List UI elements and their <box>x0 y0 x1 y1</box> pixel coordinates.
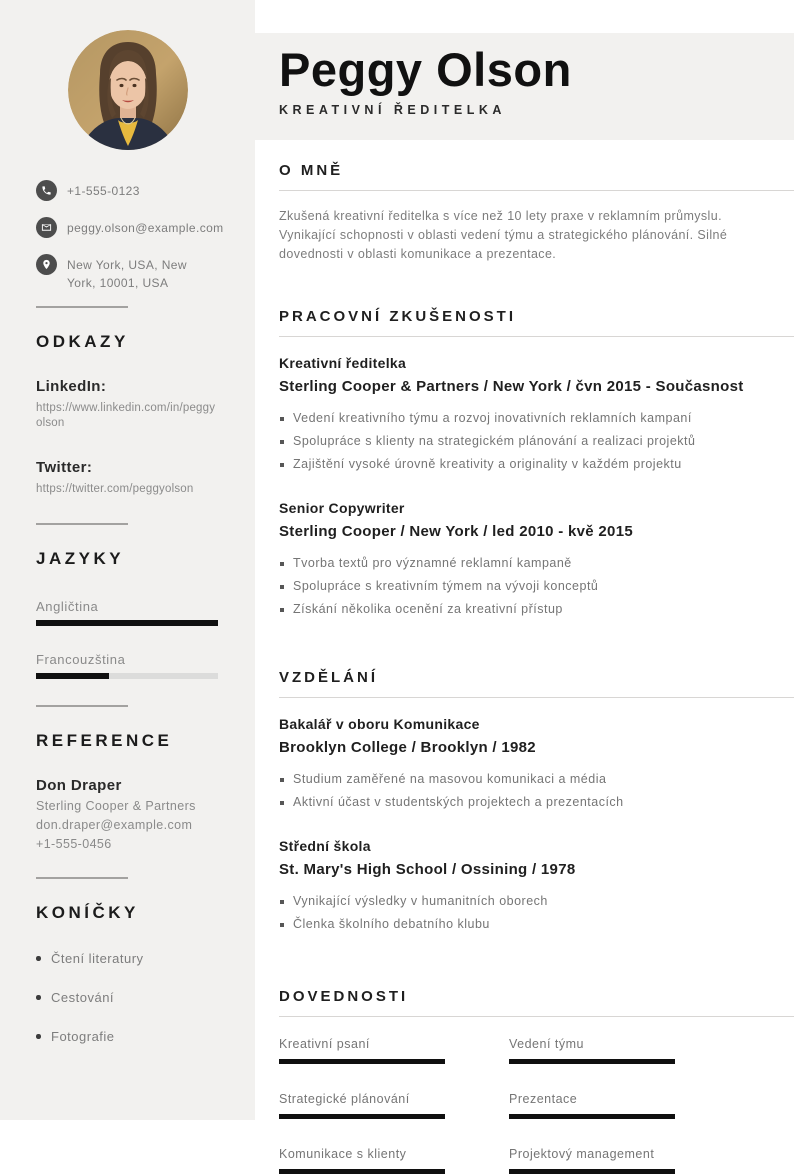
contact-address-row <box>36 254 219 292</box>
linkedin-url[interactable]: https://www.linkedin.com/in/peggyolson <box>36 402 216 429</box>
profile-photo <box>68 30 188 150</box>
twitter-label: Twitter: <box>36 459 93 476</box>
phone-icon <box>36 180 57 201</box>
job-meta: Sterling Cooper & Partners / New York / čvn 2015 - Současnost <box>279 378 744 395</box>
references-heading: REFERENCE <box>36 731 173 750</box>
reference-phone: +1-555-0456 <box>36 837 112 851</box>
skill-level-bar <box>279 1114 445 1119</box>
education-entry <box>279 838 794 936</box>
skill-item <box>279 1092 445 1119</box>
education-heading: VZDĚLÁNÍ <box>279 669 794 698</box>
skill-name: Projektový management <box>509 1147 655 1161</box>
skill-item <box>509 1147 675 1174</box>
language-level-bar <box>36 673 218 679</box>
twitter-url[interactable]: https://twitter.com/peggyolson <box>36 483 194 495</box>
skill-level-bar <box>509 1169 675 1174</box>
hobby-item: Fotografie <box>36 1029 219 1044</box>
experience-section <box>279 308 794 621</box>
job-bullets <box>279 407 794 476</box>
education-entry <box>279 716 794 814</box>
job-bullet: Vedení kreativního týmu a rozvoj inovativních reklamních kampaní <box>279 407 794 430</box>
job-title: Senior Copywriter <box>279 500 405 516</box>
education-bullet: Vynikající výsledky v humanitních oborech <box>279 890 794 913</box>
skills-section <box>279 988 794 1174</box>
profile-photo-illustration <box>68 30 188 150</box>
education-meta: St. Mary's High School / Ossining / 1978 <box>279 861 576 878</box>
divider <box>36 705 128 707</box>
reference-email: don.draper@example.com <box>36 818 193 832</box>
hobby-item: Čtení literatury <box>36 951 219 966</box>
skill-name: Komunikace s klienty <box>279 1147 407 1161</box>
education-title: Střední škola <box>279 838 371 854</box>
email-address: peggy.olson@example.com <box>67 221 224 235</box>
skill-level-bar <box>509 1114 675 1119</box>
link-item-linkedin <box>36 378 219 431</box>
contact-phone-row <box>36 180 219 201</box>
language-level-fill <box>36 620 218 626</box>
phone-number: +1-555-0123 <box>67 184 140 198</box>
about-section <box>279 162 794 264</box>
skill-level-bar <box>279 1169 445 1174</box>
job-bullets <box>279 552 794 621</box>
education-meta: Brooklyn College / Brooklyn / 1982 <box>279 739 536 756</box>
skill-name: Prezentace <box>509 1092 578 1106</box>
main-content <box>255 162 794 1174</box>
skills-grid <box>279 1037 794 1174</box>
hobby-item: Cestování <box>36 990 219 1005</box>
education-section <box>279 669 794 936</box>
languages-heading: JAZYKY <box>36 549 125 568</box>
address: New York, USA, New York, 10001, USA <box>67 258 187 290</box>
skill-item <box>279 1147 445 1174</box>
skill-item <box>509 1092 675 1119</box>
linkedin-label: LinkedIn: <box>36 378 107 395</box>
language-item <box>36 652 219 679</box>
about-text: Zkušená kreativní ředitelka s více než 10 lety praxe v reklamním průmyslu. Vynikající schopnosti v oblasti vedení týmu a strategického plánování. Silné dovednosti v oblasti komunikace a prezentace. <box>279 209 728 261</box>
job-bullet: Spolupráce s klienty na strategickém plánování a realizaci projektů <box>279 430 794 453</box>
job-bullet: Tvorba textů pro významné reklamní kampaně <box>279 552 794 575</box>
education-title: Bakalář v oboru Komunikace <box>279 716 480 732</box>
job-bullet: Zajištění vysoké úrovně kreativity a originality v každém projektu <box>279 453 794 476</box>
job-entry <box>279 355 794 476</box>
contact-email-row <box>36 217 224 238</box>
experience-heading: PRACOVNÍ ZKUŠENOSTI <box>279 308 794 337</box>
about-heading: O MNĚ <box>279 162 794 191</box>
job-bullet: Získání několika ocenění za kreativní přístup <box>279 598 794 621</box>
reference-name: Don Draper <box>36 777 122 794</box>
education-bullet: Studium zaměřené na masovou komunikaci a média <box>279 768 794 791</box>
links-heading: ODKAZY <box>36 332 129 351</box>
language-name: Angličtina <box>36 599 99 614</box>
skill-name: Strategické plánování <box>279 1092 410 1106</box>
skill-name: Vedení týmu <box>509 1037 584 1051</box>
skill-item <box>279 1037 445 1064</box>
education-bullet: Členka školního debatního klubu <box>279 913 794 936</box>
education-bullets <box>279 768 794 814</box>
divider <box>36 306 128 308</box>
resume-main <box>255 0 794 1161</box>
divider <box>36 523 128 525</box>
skill-name: Kreativní psaní <box>279 1037 370 1051</box>
person-name: Peggy Olson <box>279 43 572 96</box>
sidebar <box>0 0 255 1120</box>
language-item <box>36 599 219 626</box>
header-band <box>255 33 794 140</box>
education-bullet: Aktivní účast v studentských projektech a prezentacích <box>279 791 794 814</box>
language-name: Francouzština <box>36 652 126 667</box>
divider <box>36 877 128 879</box>
link-item-twitter <box>36 459 219 497</box>
top-strip <box>255 0 794 33</box>
language-level-fill <box>36 673 109 679</box>
email-icon <box>36 217 57 238</box>
hobby-list <box>36 951 219 1044</box>
job-meta: Sterling Cooper / New York / led 2010 - kvě 2015 <box>279 523 633 540</box>
skills-heading: DOVEDNOSTI <box>279 988 794 1017</box>
person-job-title: KREATIVNÍ ŘEDITELKA <box>279 103 506 117</box>
job-title: Kreativní ředitelka <box>279 355 407 371</box>
job-bullet: Spolupráce s kreativním týmem na vývoji konceptů <box>279 575 794 598</box>
job-entry <box>279 500 794 621</box>
skill-level-bar <box>279 1059 445 1064</box>
contact-section <box>36 180 224 292</box>
language-level-bar <box>36 620 218 626</box>
skill-item <box>509 1037 675 1064</box>
location-icon <box>36 254 57 275</box>
skill-level-bar <box>509 1059 675 1064</box>
education-bullets <box>279 890 794 936</box>
hobbies-heading: KONÍČKY <box>36 903 139 922</box>
reference-company: Sterling Cooper & Partners <box>36 799 196 813</box>
